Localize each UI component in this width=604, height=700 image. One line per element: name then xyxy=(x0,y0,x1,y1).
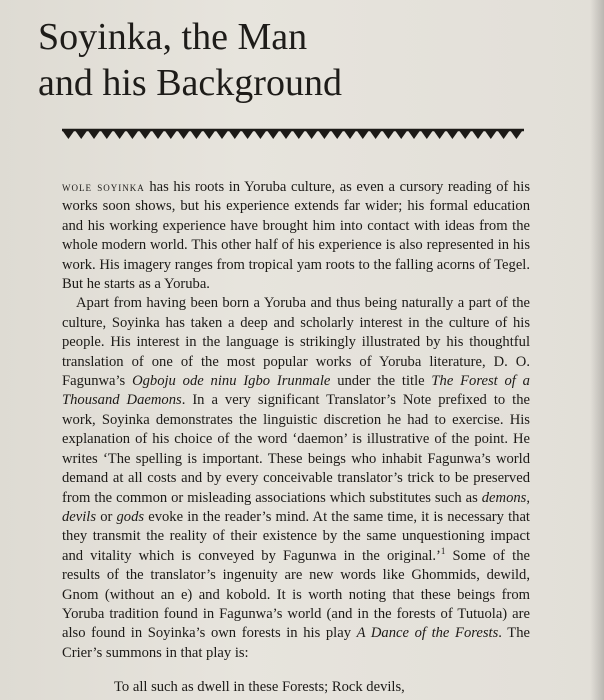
ornament-tooth xyxy=(100,130,113,139)
ornament-tooth xyxy=(241,130,254,139)
ornament-tooth xyxy=(510,130,523,139)
ornament-tooth xyxy=(216,130,229,139)
decorative-divider xyxy=(62,128,524,144)
ornament-tooth xyxy=(292,130,305,139)
paragraph-1: wole soyinka has his roots in Yoruba culture, as even a cursory reading of his works soon shows, but his experience extends far wider; his formal education and his working experience have brought him into contact with ideas from the whole modern world. This other half of his experience is also represented in his work. His imagery ranges from tropical yam roots to the falling acorns of Tegel. But he starts as a Yoruba. xyxy=(62,179,531,293)
ornament-tooth xyxy=(164,130,177,139)
page-edge-shadow xyxy=(590,0,604,700)
ornament-tooth xyxy=(267,130,280,139)
ornament-tooth xyxy=(177,130,190,139)
ornament-tooth xyxy=(433,130,446,139)
ornament-tooth xyxy=(62,130,75,139)
ornament-tooth xyxy=(228,130,241,139)
ornament-tooth xyxy=(369,130,382,139)
body-text xyxy=(62,177,530,663)
ornament-tooth xyxy=(420,130,433,139)
ornament-tooth xyxy=(305,130,318,139)
ornament-tooth xyxy=(280,130,293,139)
chapter-title-line-2: and his Background xyxy=(38,62,342,104)
ornament-tooth xyxy=(472,130,485,139)
ornament-tooth xyxy=(395,130,408,139)
ornament-tooth xyxy=(446,130,459,139)
footnote-marker: 1 xyxy=(440,545,446,556)
ornament-tooth xyxy=(126,130,139,139)
book-title-english: The Forest of a Thousand Daemons xyxy=(62,373,530,409)
ornament-tooth xyxy=(382,130,395,139)
ornament-tooth xyxy=(497,130,510,139)
ornament-tooth xyxy=(190,130,203,139)
ornament-tooth xyxy=(139,130,152,139)
block-quote: To all such as dwell in these Forests; Rock devils, xyxy=(114,679,405,695)
paragraph-2: Apart from having been born a Yoruba and thus being naturally a part of the culture, Soyinka has taken a deep and scholarly interest in the culture of his people. His interest in the language is strikingly illustrated by his thoughtful translation of one of the most popular works of Yoruba literature, D. O. Fagunwa’s Ogboju ode ninu Igbo Irunmale under the title The Forest of a Thousand Daemons. In a very significant Translator’s Note prefixed to the work, Soyinka demonstrates the linguistic discretion he had to exercise. His explanation of his choice of the word ‘daemon’ is illustrative of the point. He writes ‘The spelling is important. These beings who inhabit Fagunwa’s world demand at all costs and by every conceivable translator’s trick to be preserved from the common or misleading associations which substitutes such as demons, devils or gods evoke in the reader’s mind. At the same time, it is necessary that they transmit the reality of their existence by the same unquestioning impact and vitality which is conveyed by Fagunwa in the original.’$^1$ Some of the results of the translator’s ingenuity are new words like Ghommids, dewild, Gnom (without an e) and kobold. It is worth noting that these beings from Yoruba tradition found in Fagunwa’s world (and in the forests of Tutuola) are also found in Soyinka’s own forests in his play A Dance of the Forests. The Crier’s summons in that play is: xyxy=(62,295,530,661)
play-title: A Dance of the Forests xyxy=(356,625,499,642)
ornament-tooth xyxy=(75,130,88,139)
ornament-tooth xyxy=(88,130,101,139)
ornament-tooth xyxy=(331,130,344,139)
author-lead-in: wole soyinka xyxy=(62,179,145,194)
ornament-tooth xyxy=(459,130,472,139)
ornament-tooth xyxy=(344,130,357,139)
ornament-tooth xyxy=(113,130,126,139)
book-title-yoruba: Ogboju ode ninu Igbo Irunmale xyxy=(132,373,331,390)
ornament-tooth xyxy=(203,130,216,139)
ornament-tooth xyxy=(484,130,497,139)
chapter-title xyxy=(38,14,498,106)
ornament-tooth xyxy=(152,130,165,139)
chapter-title-line-1: Soyinka, the Man xyxy=(38,16,308,58)
ornament-tooth xyxy=(408,130,421,139)
ornament-tooth xyxy=(318,130,331,139)
ornament-tooth xyxy=(254,130,267,139)
ornament-tooth xyxy=(356,130,369,139)
